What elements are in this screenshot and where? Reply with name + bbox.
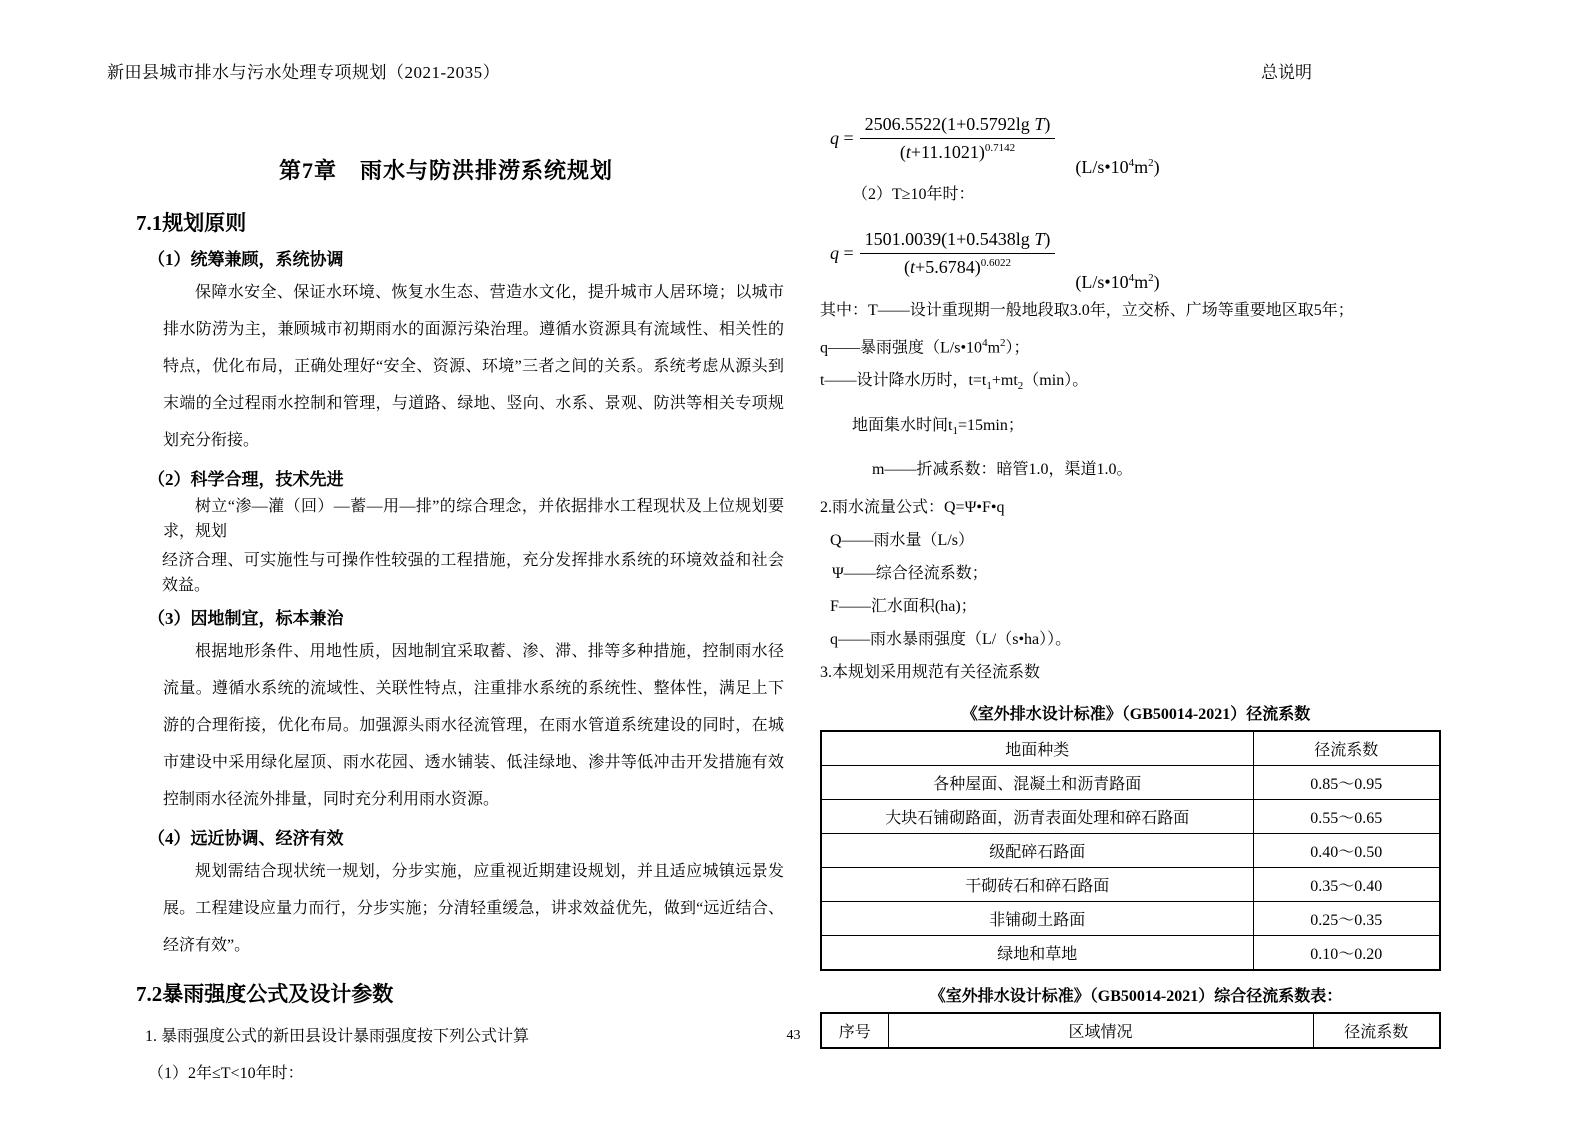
principle-item-3-paragraph: 根据地形条件、用地性质，因地制宜采取蓄、渗、滞、排等多种措施，控制雨水径流量。遵循水系统的流域性、关联性特点，注重排水系统的系统性、整体性，满足上下游的合理衔接，优化布局。加强源头雨水径流管理，在雨水管道系统建设的同时，在城市建设中采用绿化屋顶、雨水花园、透水铺装、低洼绿地、渗井等低冲击开发措施有效控制雨水径流外排量，同时充分利用雨水资源。 [163,643,784,808]
table1-cell-coeff: 0.25～0.35 [1253,901,1440,935]
table1-header-coeff: 径流系数 [1253,731,1440,766]
formula-2-den-var: t [910,256,916,277]
formula-1-num-close: ) [1044,113,1051,134]
table1-cell-coeff: 0.35～0.40 [1253,867,1440,901]
table1-cell-surface: 级配碎石路面 [821,833,1253,867]
principle-item-3 [100,604,792,818]
formula-1-lhs: q [830,127,839,148]
principle-item-4-label: （4）远近协调、经济有效 [148,829,344,848]
case-1-label: （1）2年≤T<10年时： [148,1065,304,1082]
runoff-note-line: 3.本规划采用规范有关径流系数 [820,663,1041,681]
param-q-text: q——暴雨强度（L/s•10 [820,339,983,357]
table2-header-area: 区域情况 [888,1013,1313,1048]
composite-runoff-table-title: 《室外排水设计标准》（GB50014-2021）综合径流系数表： [929,987,1343,1005]
formula-2-unit-m: m [1134,272,1149,292]
formula-2-denominator [860,254,1056,278]
storm-intensity-formula-1 [830,102,1452,177]
param-t-line [820,364,1452,403]
table-row [821,867,1440,901]
chapter-title: 第7章 雨水与防洪排涝系统规划 [278,158,613,183]
table1-cell-coeff: 0.55～0.65 [1253,799,1440,833]
param-t-close: （min）。 [1023,372,1089,390]
formula-2-num-text: 1501.0039(1+0.5438lg [864,228,1035,249]
runoff-table-title: 《室外排水设计标准》（GB50014-2021）径流系数 [961,705,1311,723]
formula-1-den-open: ( [899,141,906,162]
formula-2-exponent: 0.6022 [980,256,1011,269]
table-row [821,765,1440,799]
storm-formula-intro: 1. 暴雨强度公式的新田县设计暴雨强度按下列公式计算 [145,1028,530,1045]
formula-1-fraction [860,114,1056,163]
formula-2-num-close: ) [1044,228,1051,249]
principle-item-2 [100,465,792,598]
formula-1-unit-exp-2: 2 [1148,157,1154,169]
principle-item-1 [100,245,792,459]
formula-2-numerator [860,229,1056,254]
formula-1-den-var: t [905,141,911,162]
formula-2-den-text: +5.6784) [915,256,981,277]
formula-1-numerator [860,114,1056,139]
formula-1-denominator [860,139,1056,163]
formula-1-unit-exp-1: 4 [1128,157,1135,169]
formula-2-den-open: ( [904,256,911,277]
formula-1-num-text: 2506.5522(1+0.5792lg [864,113,1035,134]
param-t-text: t——设计降水历时，t=t [820,372,987,390]
formula-2-unit-exp-2: 2 [1148,272,1154,284]
formula-1-equals: = [843,127,854,148]
formula-1-den-text: +11.1021) [910,141,985,162]
header-left-title: 新田县城市排水与污水处理专项规划（2021-2035） [107,63,501,82]
formula-2-unit-text: (L/s•10 [1075,272,1129,292]
principle-item-1-paragraph: 保障水安全、保证水环境、恢复水生态、营造水文化，提升城市人居环境；以城市排水防涝为主，兼顾城市初期雨水的面源污染治理。遵循水资源具有流域性、相关性的特点，优化布局，正确处理好“安全、资源、环境”三者之间的关系。系统考虑从源头到末端的全过程雨水控制和管理，与道路、绿地、竖向、水系、景观、防洪等相关专项规划充分衔接。 [163,284,784,449]
principle-item-1-label: （1）统筹兼顾，系统协调 [148,250,344,269]
table-row [821,935,1440,970]
formula-1-unit-text: (L/s•10 [1075,157,1129,177]
section-7-2-heading: 7.2暴雨强度公式及设计参数 [136,982,394,1006]
principle-item-4-paragraph: 规划需结合现状统一规划，分步实施，应重视近期建设规划，并且适应城镇远景发展。工程建设应量力而行，分步实施；分清轻重缓急，讲求效益优先，做到“远近结合、经济有效”。 [163,863,784,954]
formula-2-unit-exp-1: 4 [1128,272,1135,284]
left-column [100,140,792,1090]
formula-2-num-var: T [1034,228,1045,249]
param-t-sub-2: 2 [1017,380,1024,393]
formula-2-units [1075,272,1159,293]
param-t-mid: +mt [991,372,1018,390]
formula-1-unit-m: m [1134,157,1149,177]
formula-2-equals: = [843,242,854,263]
rain-flow-formula-line: 2.雨水流量公式：Q=Ψ•F•q [820,498,1005,516]
principle-item-2-paragraph-2: 经济合理、可实施性与可操作性较强的工程措施，充分发挥排水系统的环境效益和社会效益。 [162,552,784,594]
principle-item-4 [100,824,792,964]
case-2-label: （2）T≥10年时： [852,186,975,203]
param-t1-close: =15min； [957,416,1024,434]
param-q-close: ）； [1005,339,1030,357]
table1-cell-surface: 大块石铺砌路面，沥青表面处理和碎石路面 [821,799,1253,833]
param-t1-text: 地面集水时间t [852,416,953,434]
table2-header-no: 序号 [821,1013,888,1048]
table1-cell-coeff: 0.40～0.50 [1253,833,1440,867]
formula-1-units [1075,157,1159,178]
table1-cell-surface: 干砌砖石和碎石路面 [821,867,1253,901]
formula-2-lhs: q [830,242,839,263]
table1-cell-surface: 非铺砌土路面 [821,901,1253,935]
storm-intensity-formula-2 [830,217,1452,292]
section-7-1-heading: 7.1规划原则 [136,211,247,235]
param-psi-line: Ψ——综合径流系数； [832,564,988,582]
page-number: 43 [786,1028,801,1043]
formula-2-unit-close: ) [1153,272,1160,292]
runoff-coefficient-table [820,730,1441,971]
param-F-line: F——汇水面积(ha)； [830,597,977,615]
param-q-exp-2: 2 [1000,337,1006,349]
param-q-line [820,327,1452,364]
formula-1-num-var: T [1034,113,1045,134]
param-t1-sub: 1 [952,424,958,437]
table-row [821,799,1440,833]
principle-item-2-paragraph-1: 树立“渗—灌（回）—蓄—用—排”的综合理念，并依据排水工程现状及上位规划要求，规划 [163,498,784,540]
param-q2-line: q——雨水暴雨强度（L/（s•ha））。 [830,630,1072,648]
formula-2-fraction [860,229,1056,278]
table1-cell-surface: 各种屋面、混凝土和沥青路面 [821,765,1253,799]
table-row [821,833,1440,867]
table1-cell-coeff: 0.85～0.95 [1253,765,1440,799]
param-m-line: m——折减系数：暗管1.0，渠道1.0。 [872,460,1133,478]
table-row [821,901,1440,935]
where-T-line: 其中：T——设计重现期一般地段取3.0年，立交桥、广场等重要地区取5年； [820,302,1354,319]
param-Q-line: Q——雨水量（L/s） [830,531,975,549]
formula-1-unit-close: ) [1153,157,1160,177]
param-t1-line [852,409,1452,448]
param-q-exp-1: 4 [982,337,988,349]
param-q-m: m [987,339,1001,357]
param-t-sub-1: 1 [986,380,992,393]
table2-header-coeff: 径流系数 [1313,1013,1440,1048]
formula-1-exponent: 0.7142 [984,141,1016,154]
table1-header-surface: 地面种类 [821,731,1253,766]
right-column [820,96,1452,1049]
header-right-title: 总说明 [1261,63,1312,82]
principle-item-2-label: （2）科学合理，技术先进 [148,470,344,489]
principle-item-3-label: （3）因地制宜，标本兼治 [148,609,344,628]
table1-cell-surface: 绿地和草地 [821,935,1253,970]
table-header-row [821,731,1440,766]
table1-cell-coeff: 0.10～0.20 [1253,935,1440,970]
